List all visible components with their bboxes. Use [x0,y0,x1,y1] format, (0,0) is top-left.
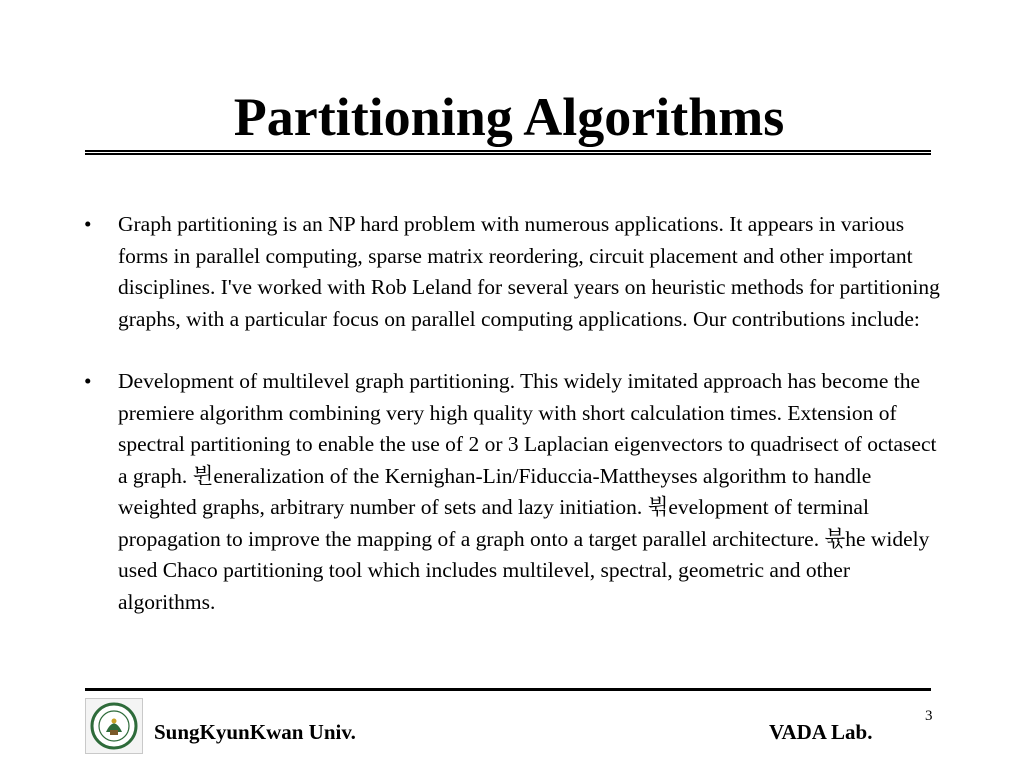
university-seal-icon [85,698,143,754]
page-number: 3 [925,708,933,724]
bullet-text: Development of multilevel graph partitioning. This widely imitated approach has become the premiere algorithm combining very high quality with short calculation times. Extension of spectral partitioning to enable the use of 2 or 3 Laplacian eigenvectors to quadrisect of octasect a graph. 뷘eneralization of the Kernighan-Lin/Fiduccia-Mattheyses algorithm to handle weighted graphs, arbitrary number of sets and lazy initiation. 뷖evelopment of terminal propagation to improve the mapping of a graph onto a target parallel architecture. 뷳he widely used Chaco partitioning tool which includes multilevel, spectral, geometric and other algorithms. [118,369,937,614]
bullet-list [74,209,944,649]
bullet-marker: • [84,212,92,236]
footer-institution: SungKyunKwan Univ. [154,720,356,744]
footer-lab: VADA Lab. [769,720,873,744]
bullet-marker: • [84,369,92,393]
slide-title: Partitioning Algorithms [233,87,785,147]
bullet-item [74,366,944,618]
title-divider [85,150,931,155]
bullet-item [74,209,944,335]
bullet-text: Graph partitioning is an NP hard problem with numerous applications. It appears in various forms in parallel computing, sparse matrix reordering, circuit placement and other important disciplines. I've worked with Rob Leland for several years on heuristic methods for partitioning graphs, with a particular focus on parallel computing applications. Our contributions include: [118,212,940,331]
footer-divider [85,688,931,691]
